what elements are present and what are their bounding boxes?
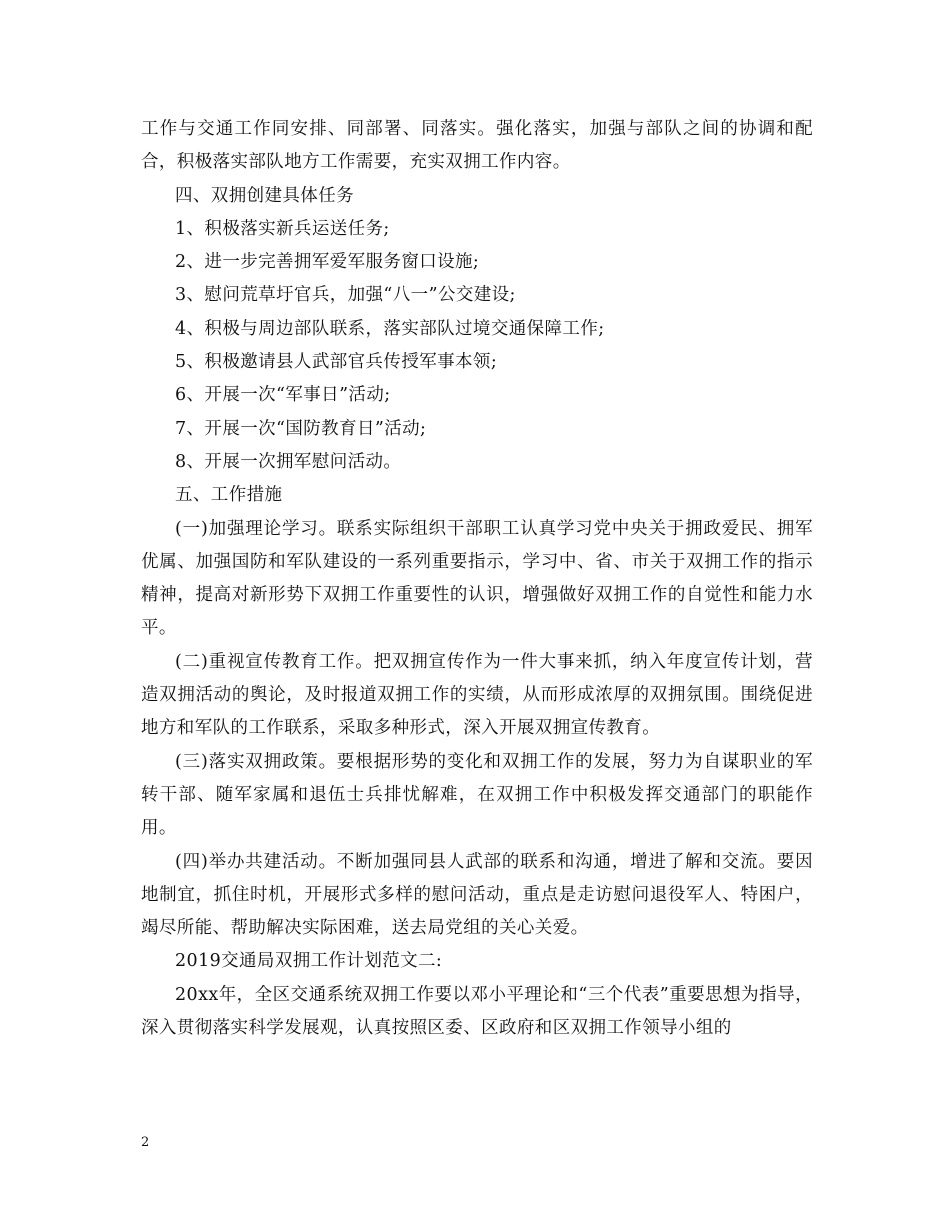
document-body bbox=[141, 113, 813, 1045]
task-item-2: 2、进一步完善拥军爱军服务窗口设施; bbox=[175, 252, 480, 273]
measure-paragraph-1: (一)加强理论学习。联系实际组织干部职工认真学习党中央关于拥政爱民、拥军优属、加强国防和军队建设的一系列重要指示，学习中、省、市关于双拥工作的指示精神，提高对新形势下双拥工作重要性的认识，增强做好双拥工作的自觉性和能力水平。 bbox=[141, 518, 813, 639]
task-item-8: 8、开展一次拥军慰问活动。 bbox=[175, 451, 402, 472]
sample-two-intro: 20xx年，全区交通系统双拥工作要以邓小平理论和“三个代表”重要思想为指导，深入贯彻落实科学发展观，认真按照区委、区政府和区双拥工作领导小组的 bbox=[141, 984, 813, 1039]
paragraph-continuation: 工作与交通工作同安排、同部署、同落实。强化落实，加强与部队之间的协调和配合，积极落实部队地方工作需要，充实双拥工作内容。 bbox=[141, 119, 813, 173]
measure-paragraph-3: (三)落实双拥政策。要根据形势的变化和双拥工作的发展，努力为自谋职业的军转干部、随军家属和退伍士兵排忧解难，在双拥工作中积极发挥交通部门的职能作用。 bbox=[141, 751, 813, 839]
task-item-1: 1、积极落实新兵运送任务; bbox=[175, 218, 390, 239]
measure-paragraph-4: (四)举办共建活动。不断加强同县人武部的联系和沟通，增进了解和交流。要因地制宜，抓住时机，开展形式多样的慰问活动，重点是走访慰问退役军人、特困户，竭尽所能、帮助解决实际困难，送去局党组的关心关爱。 bbox=[141, 851, 813, 939]
task-item-4: 4、积极与周边部队联系，落实部队过境交通保障工作; bbox=[175, 318, 605, 339]
task-item-5: 5、积极邀请县人武部官兵传授军事本领; bbox=[175, 352, 498, 373]
task-item-7: 7、开展一次“国防教育日”活动; bbox=[175, 418, 427, 439]
sample-two-heading: 2019交通局双拥工作计划范文二: bbox=[175, 951, 443, 972]
task-item-6: 6、开展一次“军事日”活动; bbox=[175, 385, 391, 406]
measure-paragraph-2: (二)重视宣传教育工作。把双拥宣传作为一件大事来抓，纳入年度宣传计划，营造双拥活动的舆论，及时报道双拥工作的实绩，从而形成浓厚的双拥氛围。围绕促进地方和军队的工作联系，采取多种形式，深入开展双拥宣传教育。 bbox=[141, 651, 813, 739]
section-heading-measures: 五、工作措施 bbox=[175, 485, 283, 506]
section-heading-tasks: 四、双拥创建具体任务 bbox=[175, 185, 354, 206]
task-item-3: 3、慰问荒草圩官兵，加强“八一”公交建设; bbox=[175, 285, 516, 306]
page-number: 2 bbox=[141, 1135, 150, 1150]
